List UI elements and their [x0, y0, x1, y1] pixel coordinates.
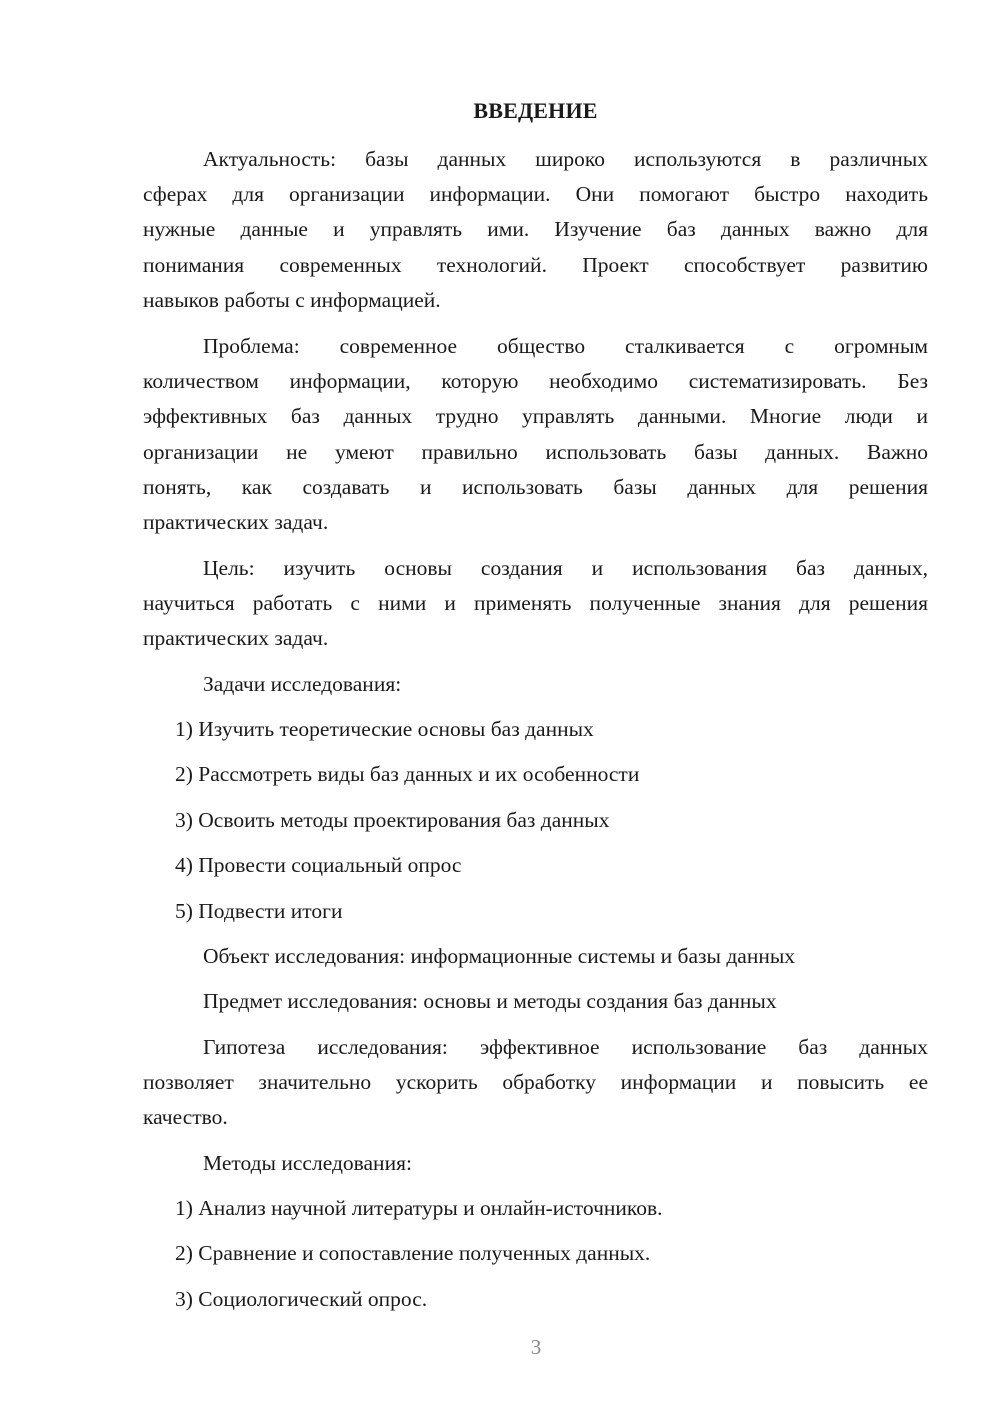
research-object: Объект исследования: информационные системы и базы данных [203, 944, 796, 968]
method-item: 2) Сравнение и сопоставление полученных данных. [175, 1241, 651, 1265]
paragraph-line: организации не умеют правильно использовать базы данных. Важно [143, 439, 928, 464]
paragraph-line: Актуальность: базы данных широко используются в различных [203, 147, 928, 171]
method-item: 1) Анализ научной литературы и онлайн-источников. [175, 1196, 663, 1220]
hypothesis-paragraph [143, 1030, 928, 1136]
task-item: 2) Рассмотреть виды баз данных и их особенности [175, 762, 640, 786]
paragraph-line: научиться работать с ними и применять полученные знания для решения [143, 591, 928, 616]
paragraph-line: понять, как создавать и использовать базы данных для решения [143, 474, 928, 499]
paragraph-line: позволяет значительно ускорить обработку информации и повысить ее [143, 1070, 928, 1095]
task-item: 1) Изучить теоретические основы баз данных [175, 717, 594, 741]
paragraph-line: практических задач. [143, 509, 329, 534]
paragraph-line: Проблема: современное общество сталкивается с огромным [203, 334, 928, 358]
page-title: ВВЕДЕНИЕ [473, 98, 598, 123]
paragraph-line: навыков работы с информацией. [143, 287, 441, 312]
goal-paragraph [143, 551, 928, 657]
page-number: 3 [530, 1335, 542, 1359]
methods-heading: Методы исследования: [203, 1151, 412, 1175]
paragraph-line: понимания современных технологий. Проект способствует развитию [143, 252, 928, 277]
paragraph-line: количеством информации, которую необходимо систематизировать. Без [143, 369, 928, 394]
paragraph-line: сферах для организации информации. Они помогают быстро находить [143, 182, 928, 207]
tasks-heading: Задачи исследования: [203, 672, 402, 696]
method-item: 3) Социологический опрос. [175, 1287, 428, 1311]
task-item: 3) Освоить методы проектирования баз данных [175, 808, 610, 832]
paragraph-line: эффективных баз данных трудно управлять данными. Многие люди и [143, 404, 928, 429]
problem-paragraph [143, 329, 928, 540]
paragraph-line: практических задач. [143, 626, 329, 651]
task-item: 5) Подвести итоги [175, 899, 343, 923]
paragraph-line: качество. [143, 1105, 228, 1130]
task-item: 4) Провести социальный опрос [175, 853, 462, 877]
paragraph-line: нужные данные и управлять ими. Изучение баз данных важно для [143, 217, 928, 242]
paragraph-line: Цель: изучить основы создания и использования баз данных, [203, 556, 928, 580]
paragraph-line: Гипотеза исследования: эффективное использование баз данных [203, 1035, 928, 1059]
research-subject: Предмет исследования: основы и методы создания баз данных [203, 989, 777, 1013]
relevance-paragraph [143, 142, 928, 318]
